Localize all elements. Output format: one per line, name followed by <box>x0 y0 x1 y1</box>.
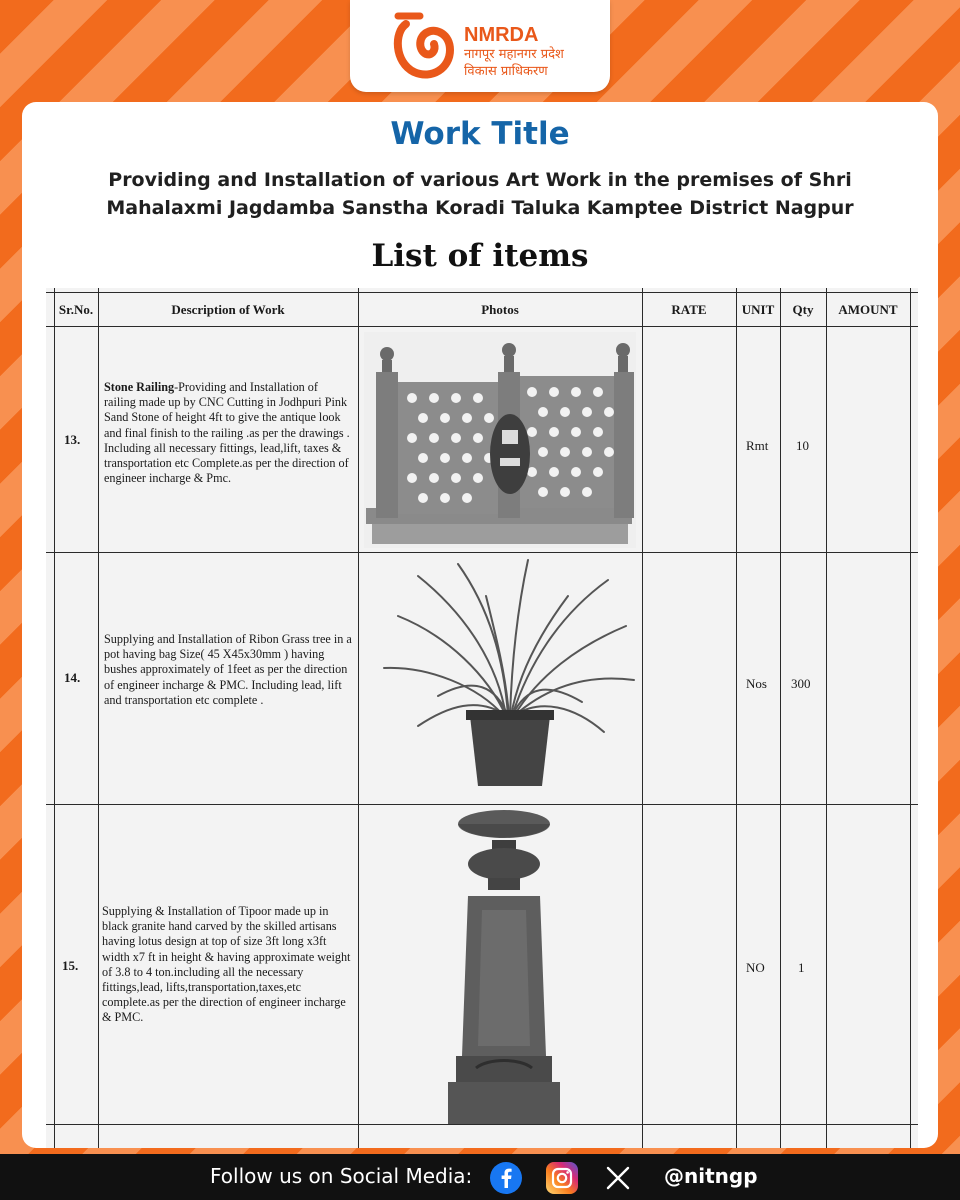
header-sr-no: Sr.No. <box>58 302 94 317</box>
x-icon[interactable] <box>602 1162 634 1194</box>
row-15-description: Supplying & Installation of Tipoor made up in black granite hand carved by the skilled artisans having lotus design at top of size 3ft long x3ft width x7 ft in height & having approximate weight of 3.8 to 4 ton.including all the necessary fittings,lead, lifts,transportation,taxes,etc complete.as per the direction of engineer incharge & PMC. <box>102 904 351 1025</box>
row-14-qty: 300 <box>791 676 811 691</box>
subtitle-line-1: Providing and Installation of various Art Work in the premises of Shri <box>108 169 852 191</box>
header-amount: AMOUNT <box>838 302 898 317</box>
row-14-sr: 14. <box>64 670 81 685</box>
items-table <box>46 288 918 1148</box>
header-qty: Qty <box>792 302 814 317</box>
work-subtitle <box>62 166 898 222</box>
logo-line2: विकास प्राधिकरण <box>464 64 548 79</box>
social-handle[interactable]: @nitngp <box>664 1164 758 1188</box>
work-title: Work Title <box>390 116 570 152</box>
header-rate: RATE <box>671 302 707 317</box>
row-13-sr: 13. <box>64 432 81 447</box>
row-13-unit: Rmt <box>746 438 769 453</box>
stone-railing-photo-icon <box>364 332 636 548</box>
facebook-icon[interactable] <box>490 1162 522 1194</box>
granite-tipoor-photo-icon <box>436 806 572 1124</box>
header-photos: Photos <box>481 302 519 317</box>
row-13-qty: 10 <box>796 438 809 453</box>
header-description: Description of Work <box>171 302 285 317</box>
row-14-unit: Nos <box>746 676 767 691</box>
row-14-description: Supplying and Installation of Ribon Grass tree in a pot having bag Size( 45 X45x30mm ) having bushes approximately of 1feet as per the direction of engineer incharge & PMC. Including lead, lift and transportation etc complete . <box>104 632 352 707</box>
instagram-icon[interactable] <box>546 1162 578 1194</box>
follow-label: Follow us on Social Media: <box>210 1164 473 1188</box>
logo-header <box>350 0 610 92</box>
header-unit: UNIT <box>741 302 775 317</box>
content-card <box>22 102 938 1148</box>
row-13-description-text: -Providing and Installation of railing made up by CNC Cutting in Jodhpuri Pink Sand Stone of height 4ft to give the antique look and final finish to the railing .as per the drawings . Including all necessary fittings, lead,lift, taxes & transportation etc Complete.as per the direction of engineer incharge & Pmc. <box>104 380 350 486</box>
potted-grass-photo-icon <box>378 556 638 800</box>
row-15-sr: 15. <box>62 958 79 973</box>
nmrda-logo-icon <box>392 10 454 82</box>
row-13-title: Stone Railing <box>104 380 175 394</box>
row-15-unit: NO <box>746 960 765 975</box>
social-footer <box>0 1154 960 1200</box>
subtitle-line-2: Mahalaxmi Jagdamba Sanstha Koradi Taluka Kamptee District Nagpur <box>106 197 854 219</box>
row-13-description <box>104 380 352 486</box>
list-heading: List of items <box>371 238 589 274</box>
row-15-qty: 1 <box>798 960 805 975</box>
logo-name: NMRDA <box>464 24 539 46</box>
logo-line1: नागपूर महानगर प्रदेश <box>464 47 564 62</box>
